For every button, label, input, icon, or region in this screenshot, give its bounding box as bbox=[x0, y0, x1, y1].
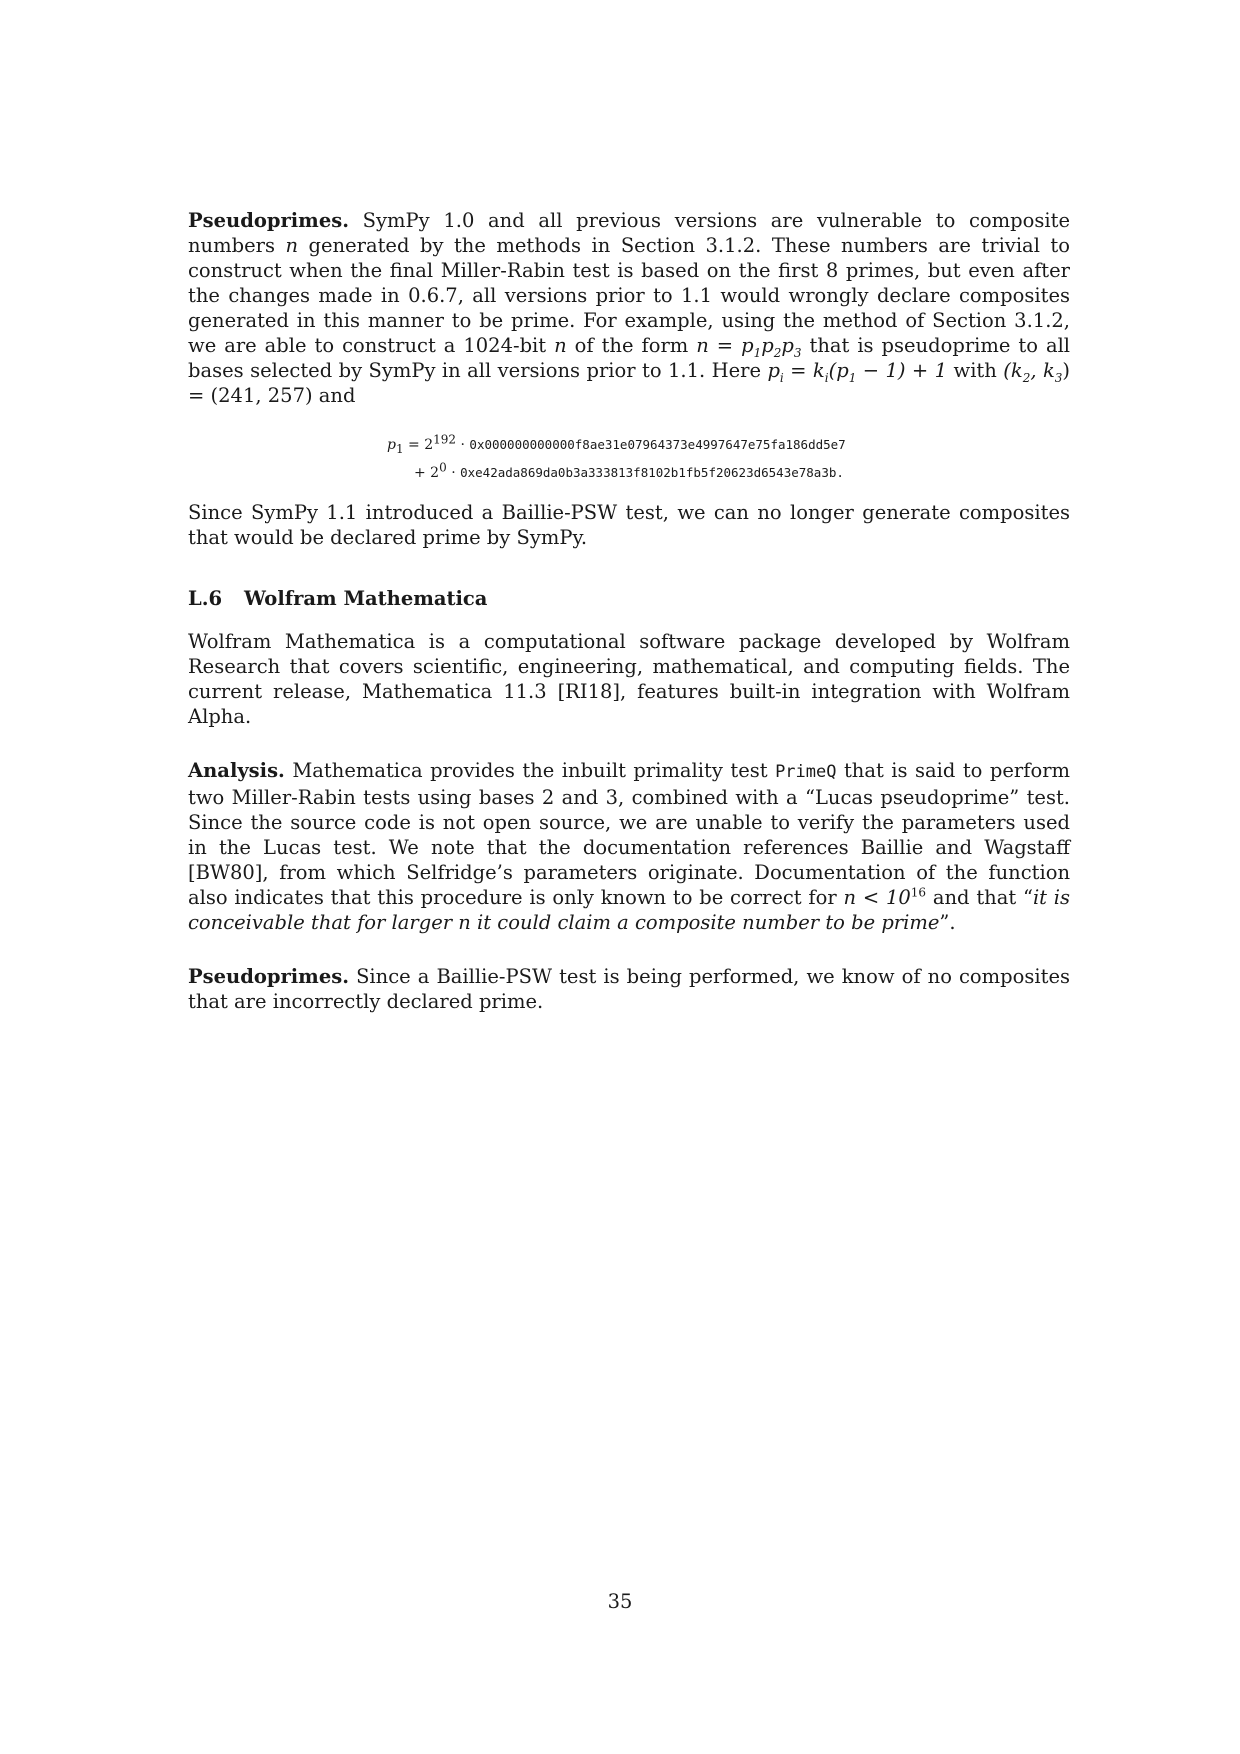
body-text: SymPy 1.0 and all previous versions are vulnerable to composite numbers bbox=[188, 209, 1070, 257]
page-body bbox=[188, 208, 1070, 1014]
body-text: generated by the methods in Section 3.1.2. These numbers are trivial to construct when the final Miller-Rabin test is based on the first 8 primes, but even after the changes made in 0.6.7, all versions prior to 1.1 would wrongly declare composites generated in this manner to be prime. For example, using the method of Section 3.1.2, we are able to construct a 1024-bit bbox=[188, 234, 1070, 357]
display-equation bbox=[188, 428, 1070, 486]
page-number: 35 bbox=[607, 1590, 633, 1613]
code-inline: PrimeQ bbox=[775, 762, 837, 782]
section-number: L.6 bbox=[188, 587, 223, 610]
run-in-heading: Analysis. bbox=[188, 759, 285, 782]
hex-constant: 0x000000000000f8ae31e07964373e4997647e75fa186dd5e7 bbox=[469, 437, 846, 452]
body-text: and that “it is conceivable that for larger n it could claim a composite number to be prime”. bbox=[188, 886, 1071, 934]
math-bound: $n < 10^{16}$ bbox=[843, 885, 927, 909]
math-var: n bbox=[285, 234, 299, 257]
quote-text: it is conceivable that for larger n it could claim a composite number to be prime bbox=[188, 886, 1071, 934]
body-text: of the form bbox=[574, 334, 689, 357]
sympy-pseudoprimes-paragraph bbox=[188, 208, 1070, 408]
run-in-heading: Pseudoprimes. bbox=[188, 965, 349, 988]
math-pi-def: $p_i = k_i(p_1 - 1) + 1$ bbox=[767, 359, 948, 385]
math-product: $n = p_1p_2p_3$ bbox=[696, 334, 802, 360]
body-text: Mathematica provides the inbuilt primality test bbox=[292, 759, 768, 782]
section-title: Wolfram Mathematica bbox=[244, 587, 488, 610]
hex-constant: 0xe42ada869da0b3a333813f8102b1fb5f20623d6543e78a3b. bbox=[460, 465, 844, 480]
body-text: that is said to perform two Miller-Rabin tests using bases 2 and 3, combined with a “Lucas pseudoprime” test. Since the source code is not open source, we are unable to verify the parameters used in the Lucas test. We note that the documentation references Baillie and Wagstaff [BW80], from which Selfridge’s parameters originate. Documentation of the function also indicates that this procedure is only known to be correct for bbox=[188, 759, 1071, 909]
body-text: and bbox=[318, 384, 356, 407]
wolfram-pseudoprimes-paragraph bbox=[188, 964, 1070, 1014]
equation-row-1: $p_1 = 2^{192} \cdot 0x000000000000f8ae31e07964373e4997647e75fa186dd5e7$ bbox=[387, 432, 846, 456]
body-text: with bbox=[953, 359, 997, 382]
math-var: n bbox=[554, 334, 567, 357]
wolfram-intro-paragraph: Wolfram Mathematica is a computational software package developed by Wolfram Research that covers scientific, engineering, mathematical, and computing fields. The current release, Mathematica 11.3 [RI18], features built-in integration with Wolfram Alpha. bbox=[188, 630, 1070, 728]
section-heading bbox=[188, 586, 1070, 611]
analysis-paragraph bbox=[188, 758, 1070, 935]
body-text: that is pseudoprime to all bases selected by SymPy in all versions prior to 1.1. Here bbox=[188, 334, 1071, 382]
math-k-def: ($k_2$, $k_3) = (241$, 257) bbox=[188, 359, 1071, 407]
equation-row-2: + $2^0 \cdot 0xe42ada869da0b3a333813f8102b1fb5f20623d6543e78a3b$. bbox=[414, 460, 844, 481]
sympy-after-paragraph: Since SymPy 1.1 introduced a Baillie-PSW test, we can no longer generate composites that would be declared prime by SymPy. bbox=[188, 501, 1070, 549]
body-text: Since a Baillie-PSW test is being performed, we know of no composites that are incorrectly declared prime. bbox=[188, 965, 1071, 1013]
run-in-heading: Pseudoprimes. bbox=[188, 209, 349, 232]
